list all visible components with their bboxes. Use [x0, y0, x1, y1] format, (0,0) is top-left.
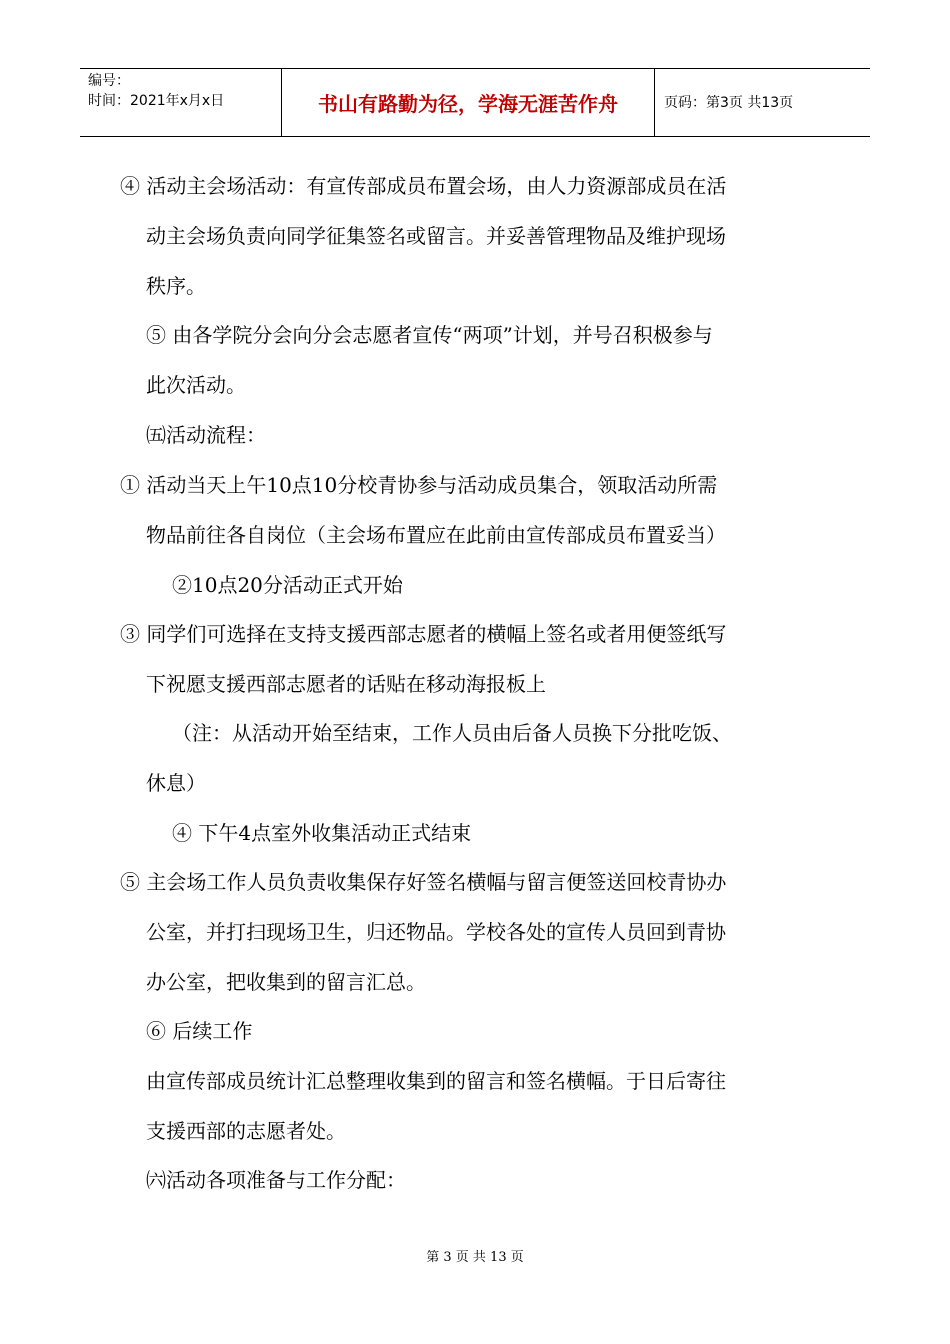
body-line: 休息）	[146, 771, 206, 795]
header-divider-right	[654, 68, 655, 136]
body-line: 由宣传部成员统计汇总整理收集到的留言和签名横幅。于日后寄往	[146, 1069, 726, 1093]
body-line: ②10点20分活动正式开始	[172, 573, 403, 597]
body-line: ⑤ 主会场工作人员负责收集保存好签名横幅与留言便签送回校青协办	[120, 870, 727, 894]
header-bottom-rule	[80, 136, 870, 137]
section-heading: ㈤活动流程：	[146, 423, 266, 447]
header-time-label: 时间：2021年x月x日	[88, 93, 225, 109]
body-line: ④ 活动主会场活动：有宣传部成员布置会场，由人力资源部成员在活	[120, 174, 727, 198]
body-line: ③ 同学们可选择在支持支援西部志愿者的横幅上签名或者用便签纸写	[120, 622, 727, 646]
header-number-label: 编号：	[88, 73, 130, 89]
body-line: ① 活动当天上午10点10分校青协参与活动成员集合，领取活动所需	[120, 473, 718, 497]
header-page-info: 页码：第3页 共13页	[664, 95, 794, 111]
page-footer: 第 3 页 共 13 页	[426, 1250, 524, 1265]
header-motto: 书山有路勤为径，学海无涯苦作舟	[318, 92, 618, 116]
body-line: 支援西部的志愿者处。	[146, 1119, 346, 1143]
header-top-rule	[80, 68, 870, 69]
body-line: 秩序。	[146, 274, 206, 298]
body-line: ⑥ 后续工作	[146, 1019, 253, 1043]
section-heading: ㈥活动各项准备与工作分配：	[146, 1168, 406, 1192]
body-line: ④ 下午4点室外收集活动正式结束	[172, 821, 472, 845]
body-line: 办公室，把收集到的留言汇总。	[146, 970, 426, 994]
body-line: 下祝愿支援西部志愿者的话贴在移动海报板上	[146, 672, 546, 696]
body-line: 动主会场负责向同学征集签名或留言。并妥善管理物品及维护现场	[146, 224, 726, 248]
body-line: 物品前往各自岗位（主会场布置应在此前由宣传部成员布置妥当）	[146, 523, 726, 547]
body-line: 此次活动。	[146, 373, 246, 397]
body-line: ⑤ 由各学院分会向分会志愿者宣传“两项”计划，并号召积极参与	[146, 323, 713, 347]
body-line: （注：从活动开始至结束，工作人员由后备人员换下分批吃饭、	[172, 721, 732, 745]
body-line: 公室，并打扫现场卫生，归还物品。学校各处的宣传人员回到青协	[146, 920, 726, 944]
